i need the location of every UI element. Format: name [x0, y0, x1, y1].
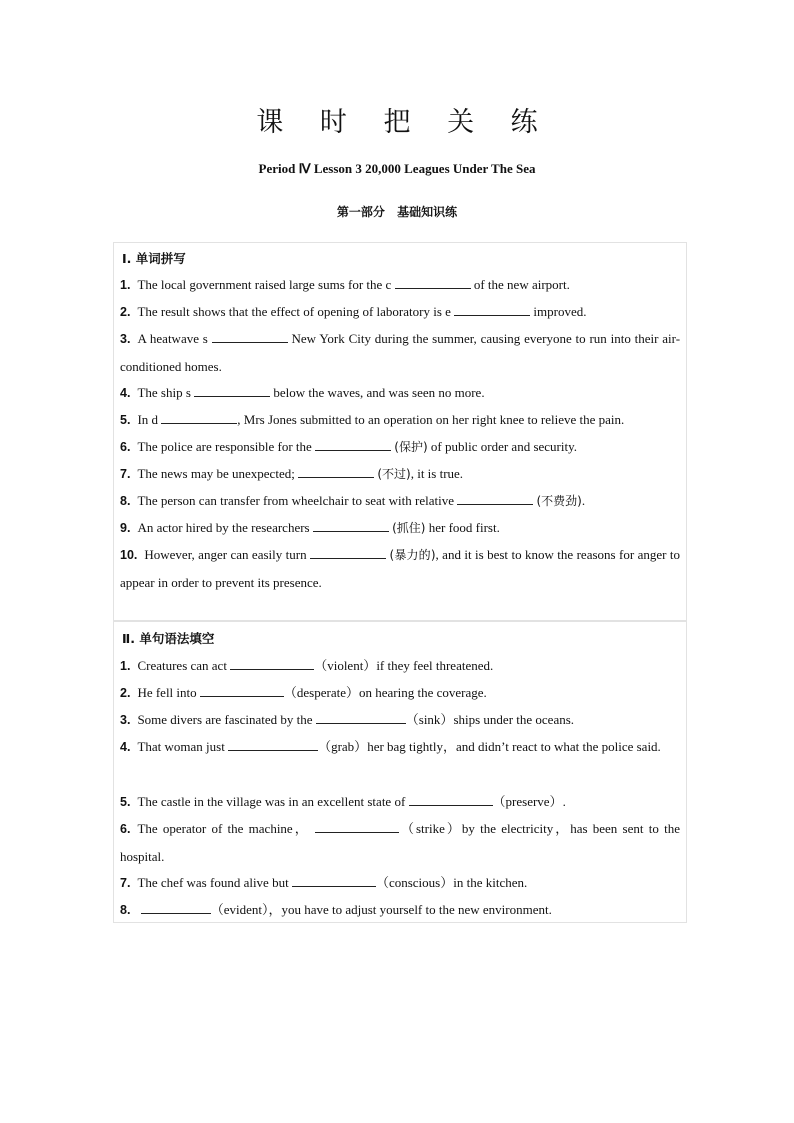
- chinese-hint: (保护): [394, 440, 428, 454]
- question-text-end: , it is true.: [410, 466, 464, 481]
- question-number: 1.: [120, 659, 131, 673]
- answer-blank[interactable]: [200, 685, 284, 697]
- question-text: The person can transfer from wheelchair to seat with relative: [137, 493, 454, 508]
- question-text: The news may be unexpected;: [137, 466, 295, 481]
- section-heading: Ⅱ. 单句语法填空: [122, 631, 215, 646]
- question-text: An actor hired by the researchers: [137, 520, 310, 535]
- question-text: The operator of the machine，: [137, 821, 310, 836]
- question-item: [120, 271, 680, 299]
- question-text-end: of public order and security.: [430, 439, 578, 454]
- question-number: 1.: [120, 278, 131, 292]
- chinese-hint: (抓住): [392, 521, 426, 535]
- question-text: In d: [137, 412, 159, 427]
- question-number: 8.: [120, 903, 131, 917]
- answer-blank[interactable]: [212, 331, 288, 343]
- chinese-hint: (不过): [377, 467, 411, 481]
- question-text: He fell into: [137, 685, 197, 700]
- answer-blank[interactable]: [454, 304, 530, 316]
- question-number: 6.: [120, 822, 131, 836]
- word-hint: （grab）: [318, 739, 368, 754]
- word-hint: （strike）: [398, 821, 462, 836]
- answer-blank[interactable]: [310, 547, 386, 559]
- question-item: [120, 325, 680, 380]
- question-text: The castle in the village was in an excellent state of: [137, 794, 406, 809]
- question-item: [120, 652, 680, 680]
- answer-blank[interactable]: [228, 739, 318, 751]
- question-item: [120, 379, 680, 407]
- question-text-end: her bag tightly，and didn’t react to what the police said.: [367, 739, 661, 754]
- question-text-end: ships under the oceans.: [453, 712, 575, 727]
- question-number: 3.: [120, 332, 131, 346]
- question-number: 10.: [120, 548, 138, 562]
- question-number: 5.: [120, 795, 131, 809]
- question-text-end: of the new airport.: [473, 277, 570, 292]
- question-number: 5.: [120, 413, 131, 427]
- answer-blank[interactable]: [395, 277, 471, 289]
- word-hint: （evident）: [210, 902, 269, 917]
- answer-blank[interactable]: [230, 658, 314, 670]
- question-item: [120, 788, 680, 816]
- question-text-end: by the electricity，has been sent to the hospital.: [120, 821, 680, 864]
- question-number: 8.: [120, 494, 131, 508]
- question-number: 4.: [120, 740, 131, 754]
- question-item: [120, 541, 680, 596]
- lesson-subtitle: Period Ⅳ Lesson 3 20,000 Leagues Under The Sea: [258, 161, 536, 176]
- question-text-end: in the kitchen.: [453, 875, 528, 890]
- question-text-end: her food first.: [428, 520, 500, 535]
- section-divider: [114, 621, 686, 622]
- answer-blank[interactable]: [194, 385, 270, 397]
- question-number: 6.: [120, 440, 131, 454]
- question-number: 2.: [120, 686, 131, 700]
- question-text-end: on hearing the coverage.: [359, 685, 487, 700]
- word-hint: （sink）: [405, 712, 454, 727]
- answer-blank[interactable]: [315, 821, 399, 833]
- question-number: 2.: [120, 305, 131, 319]
- question-text-end: New York City during the summer, causing everyone to run into their air-conditioned homes.: [120, 331, 681, 374]
- question-item: [120, 896, 680, 924]
- question-text-end: ，you have to adjust yourself to the new environment.: [268, 902, 552, 917]
- question-text: The police are responsible for the: [137, 439, 312, 454]
- part-heading: 第一部分 基础知识练: [336, 205, 458, 219]
- question-number: 9.: [120, 521, 131, 535]
- question-text: That woman just: [137, 739, 225, 754]
- question-text-end: .: [581, 493, 586, 508]
- question-text-end: , and it is best to know the reasons for anger to appear in order to prevent its presence.: [120, 547, 680, 590]
- answer-blank[interactable]: [313, 520, 389, 532]
- word-hint: （preserve）: [492, 794, 563, 809]
- chinese-hint: (暴力的): [389, 548, 436, 562]
- question-text: The local government raised large sums for the c: [137, 277, 392, 292]
- question-text: The ship s: [137, 385, 191, 400]
- answer-blank[interactable]: [292, 875, 376, 887]
- question-number: 7.: [120, 876, 131, 890]
- answer-blank[interactable]: [141, 902, 211, 914]
- question-text: A heatwave s: [137, 331, 208, 346]
- answer-blank[interactable]: [161, 412, 237, 424]
- answer-blank[interactable]: [315, 439, 391, 451]
- question-item: [120, 869, 680, 897]
- question-text-end: if they feel threatened.: [376, 658, 494, 673]
- page-title: 课 时 把 关 练: [256, 107, 552, 138]
- answer-blank[interactable]: [409, 794, 493, 806]
- word-hint: （conscious）: [375, 875, 454, 890]
- question-text: The result shows that the effect of opening of laboratory is e: [137, 304, 451, 319]
- question-text-end: improved.: [533, 304, 587, 319]
- section-word-spelling: [113, 242, 687, 621]
- chinese-hint: (不费劲): [536, 494, 582, 508]
- question-number: 3.: [120, 713, 131, 727]
- question-number: 7.: [120, 467, 131, 481]
- question-text: However, anger can easily turn: [144, 547, 307, 562]
- answer-blank[interactable]: [298, 466, 374, 478]
- question-item: [120, 706, 680, 734]
- question-item: [120, 406, 680, 434]
- question-text-end: .: [562, 794, 566, 809]
- question-text: The chef was found alive but: [137, 875, 289, 890]
- question-number: 4.: [120, 386, 131, 400]
- word-hint: （violent）: [314, 658, 377, 673]
- question-item: [120, 433, 680, 461]
- question-item: [120, 733, 680, 761]
- question-text: Some divers are fascinated by the: [137, 712, 313, 727]
- question-item: [120, 298, 680, 326]
- question-item: [120, 460, 680, 488]
- question-text-end: , Mrs Jones submitted to an operation on her right knee to relieve the pain.: [237, 412, 625, 427]
- section-grammar-fill: [113, 621, 687, 923]
- section-heading: Ⅰ. 单词拼写: [122, 251, 186, 266]
- answer-blank[interactable]: [316, 712, 406, 724]
- question-text: Creatures can act: [137, 658, 227, 673]
- answer-blank[interactable]: [457, 493, 533, 505]
- question-item: [120, 815, 680, 870]
- question-text-end: below the waves, and was seen no more.: [273, 385, 485, 400]
- question-item: [120, 487, 680, 515]
- question-item: [120, 679, 680, 707]
- word-hint: （desperate）: [283, 685, 359, 700]
- question-item: [120, 514, 680, 542]
